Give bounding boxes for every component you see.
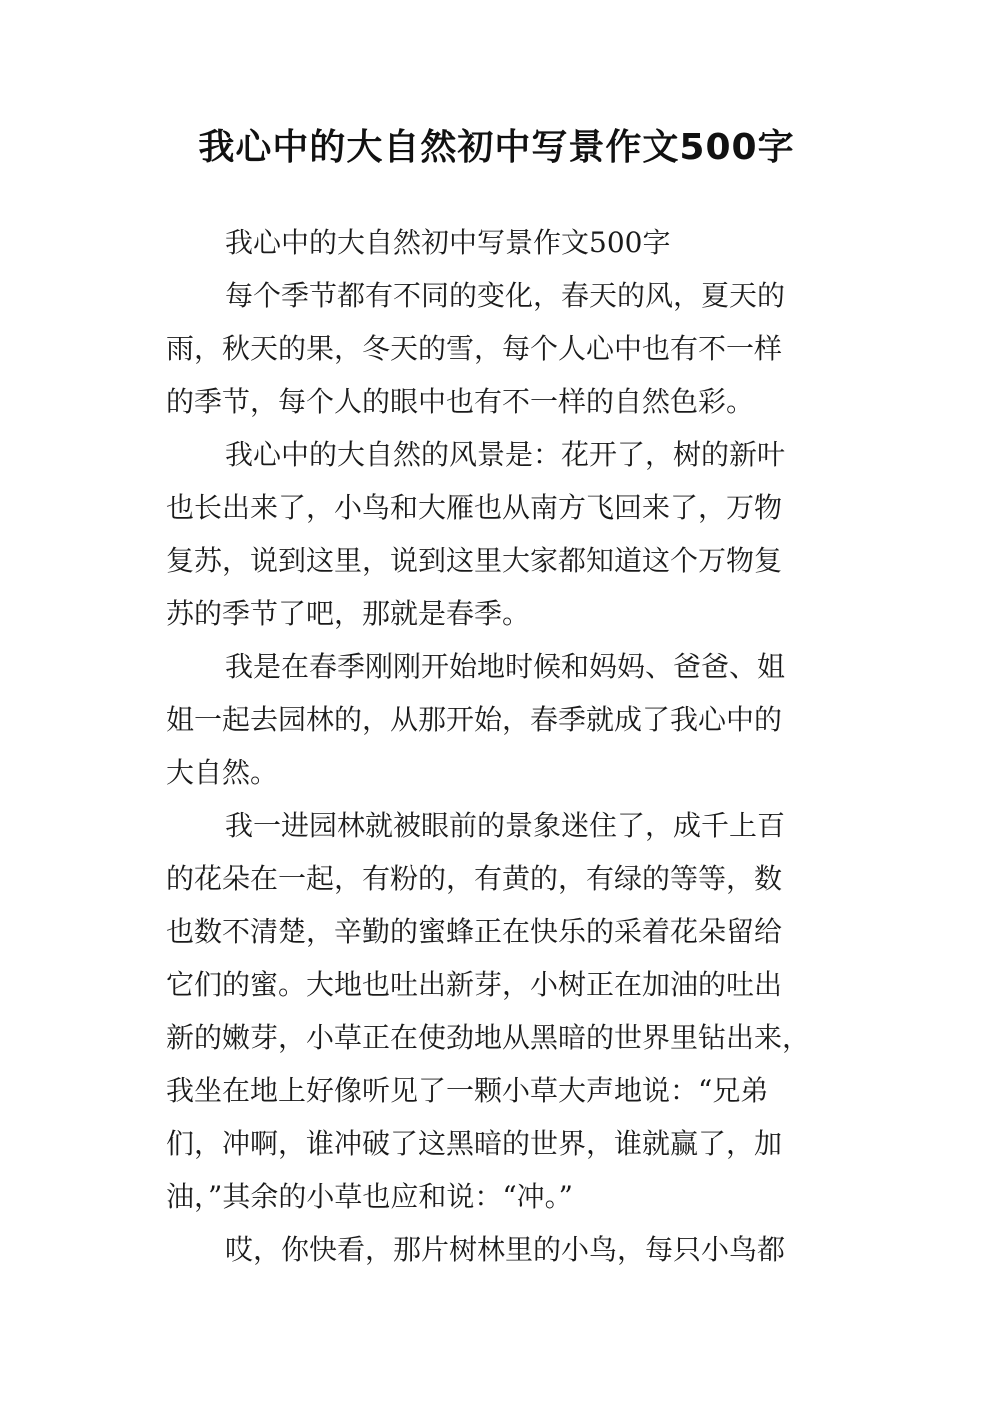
document-body [166,216,830,1276]
text-line: 油，”其余的小草也应和说：“冲。” [166,1180,573,1213]
text-line: 我坐在地上好像听见了一颗小草大声地说：“兄弟 [166,1074,769,1107]
text-line: 雨，秋天的果，冬天的雪，每个人心中也有不一样 [166,332,783,365]
text-line: 大自然。 [166,756,279,789]
document-title: 我心中的大自然初中写景作文500字 [198,127,795,168]
text-line: 我是在春季刚刚开始地时候和妈妈、爸爸、姐 [225,650,786,683]
text-line: 我心中的大自然的风景是：花开了，树的新叶 [225,438,786,471]
text-line: 哎，你快看，那片树林里的小鸟，每只小鸟都 [225,1233,786,1266]
text-line: 复苏，说到这里，说到这里大家都知道这个万物复 [166,544,783,577]
text-line: 苏的季节了吧，那就是春季。 [166,597,531,630]
text-line: 的季节，每个人的眼中也有不一样的自然色彩。 [166,385,755,418]
text-line: 的花朵在一起，有粉的，有黄的，有绿的等等，数 [166,862,783,895]
text-line: 新的嫩芽，小草正在使劲地从黑暗的世界里钻出来， [166,1021,811,1054]
text-line: 姐一起去园林的，从那开始，春季就成了我心中的 [166,703,783,736]
text-line: 也长出来了，小鸟和大雁也从南方飞回来了，万物 [166,491,783,524]
text-line: 们，冲啊，谁冲破了这黑暗的世界，谁就赢了，加 [166,1127,783,1160]
text-line: 我一进园林就被眼前的景象迷住了，成千上百 [225,809,786,842]
text-line: 它们的蜜。大地也吐出新芽，小树正在加油的吐出 [166,968,783,1001]
text-line: 每个季节都有不同的变化，春天的风，夏天的 [225,279,786,312]
text-line: 我心中的大自然初中写景作文500字 [225,226,671,259]
text-line: 也数不清楚，辛勤的蜜蜂正在快乐的采着花朵留给 [166,915,783,948]
